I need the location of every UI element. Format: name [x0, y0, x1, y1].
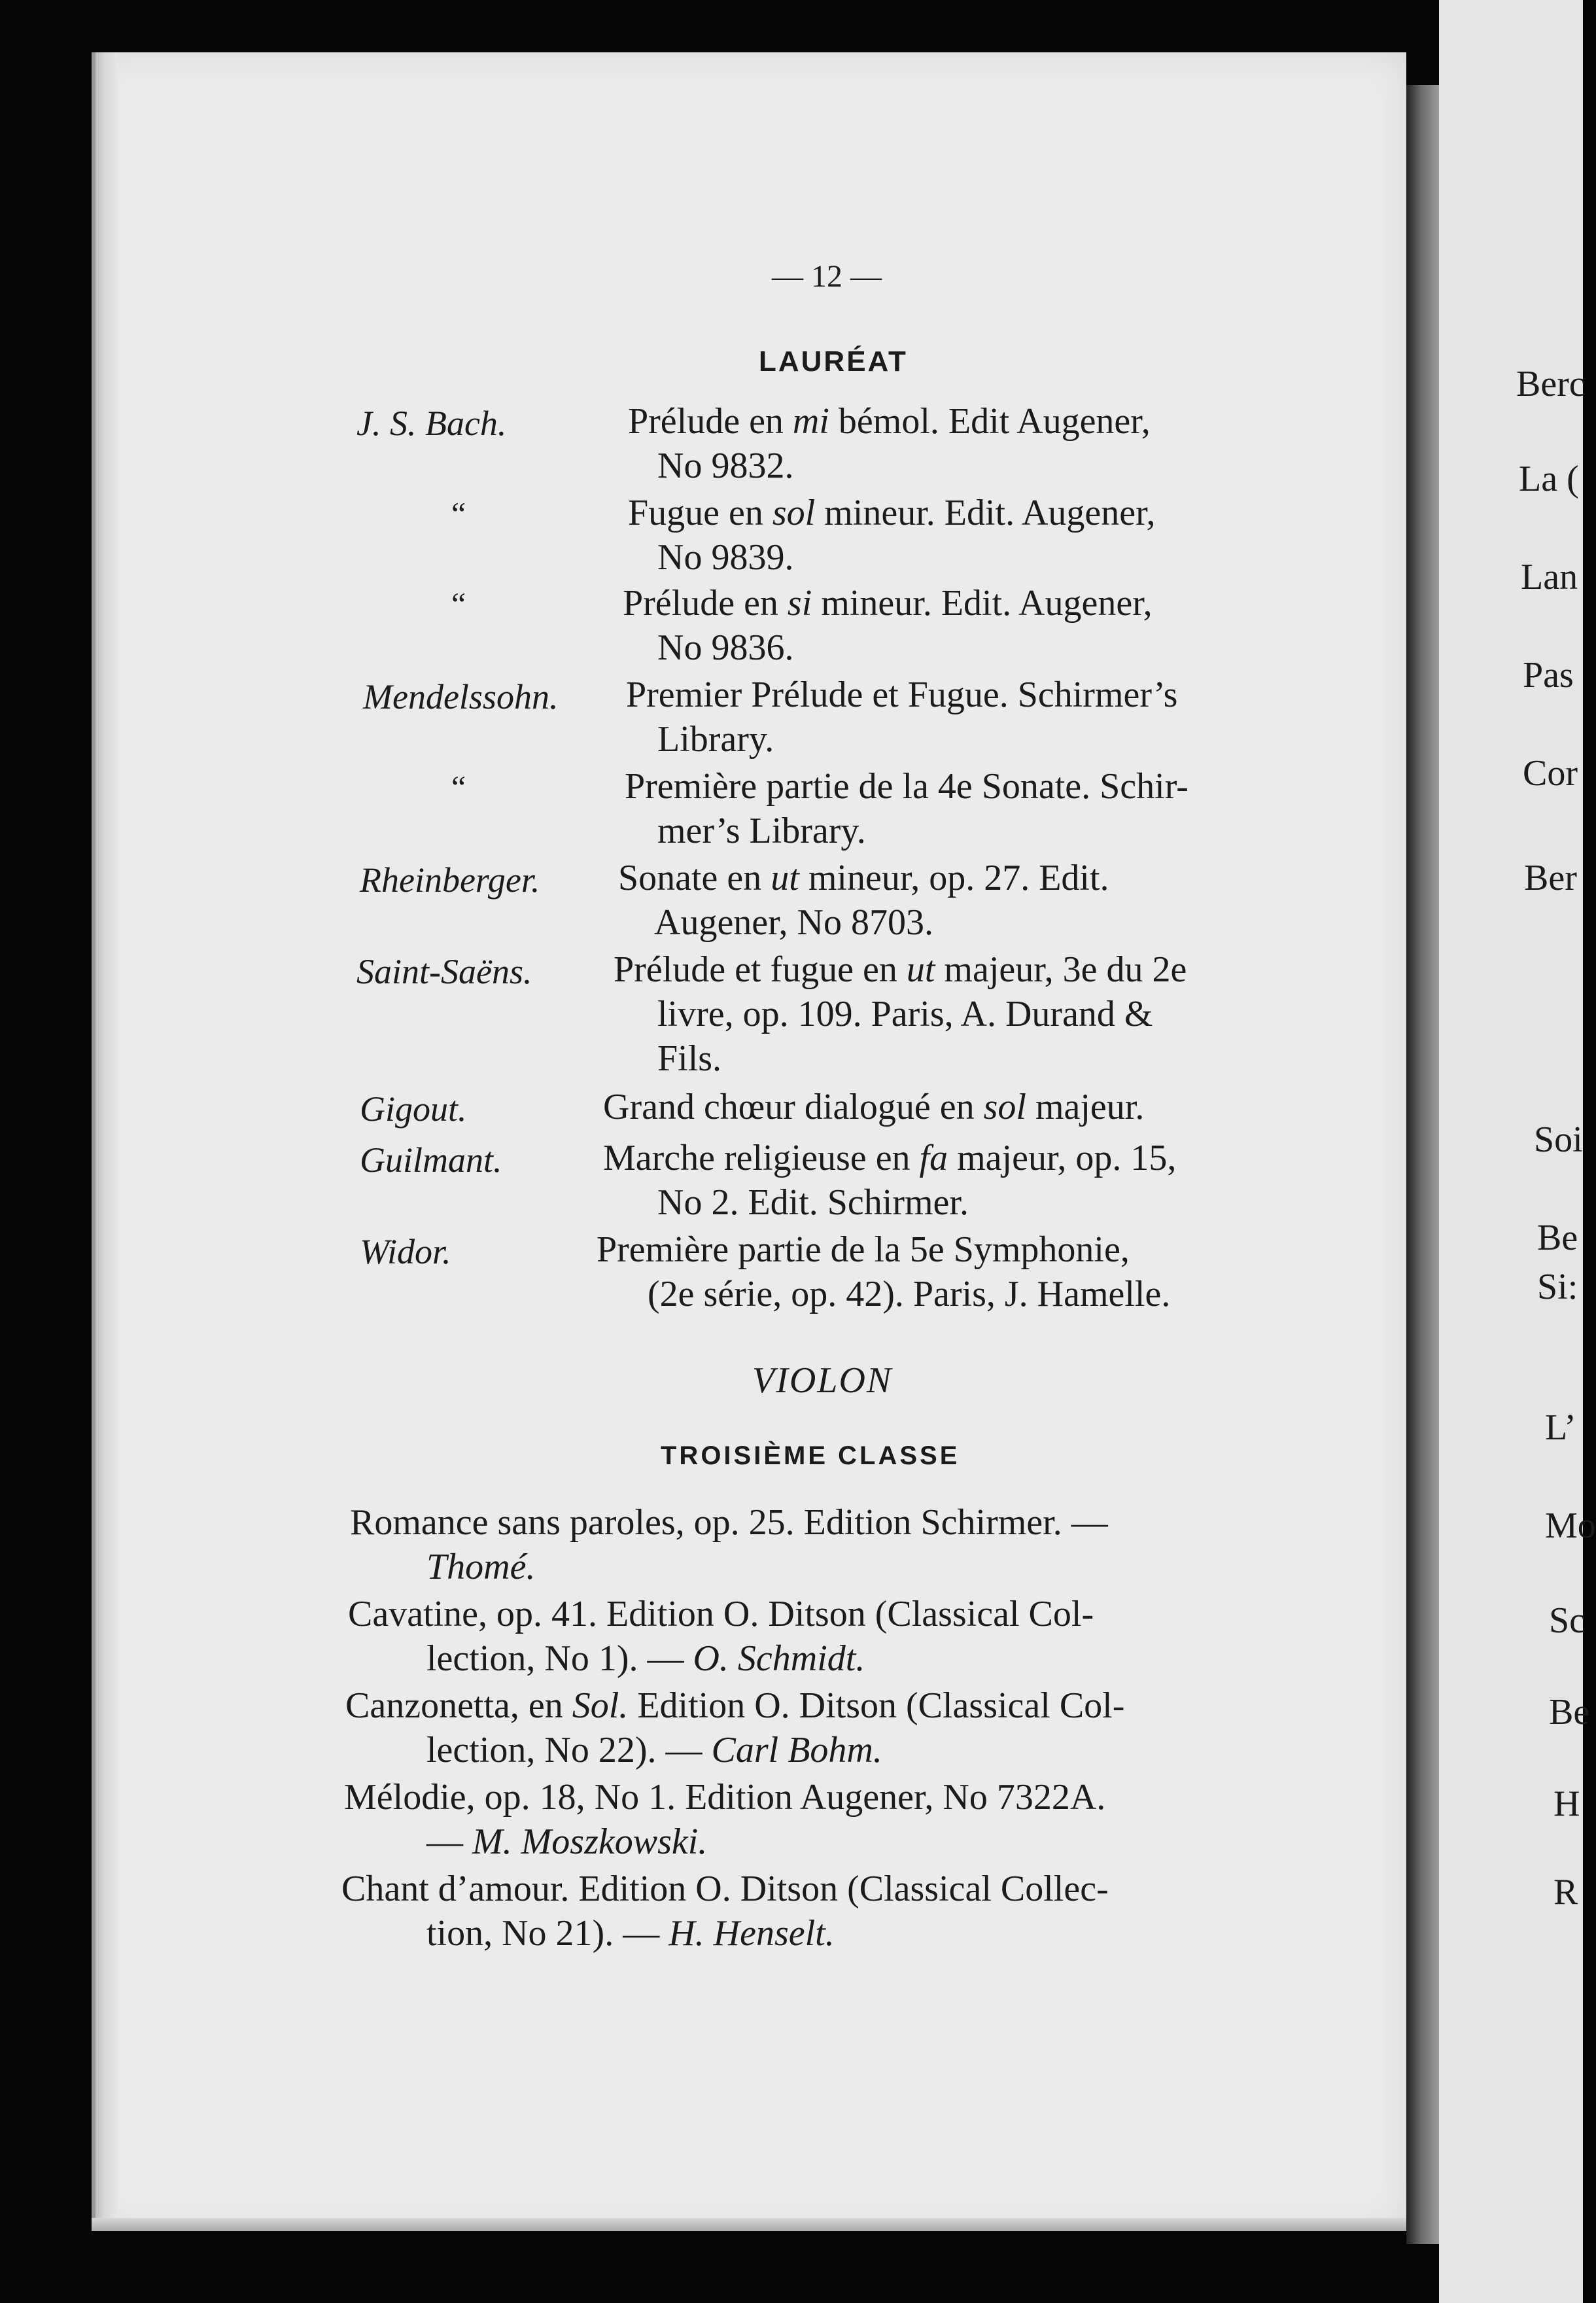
composer-name: Rheinberger. [360, 860, 540, 900]
work-line: Première partie de la 4e Sonate. Schir- [625, 766, 1188, 807]
work-line: Fugue en sol mineur. Edit. Augener, [628, 493, 1156, 533]
work-line: Prélude en mi bémol. Edit Augener, [628, 401, 1151, 442]
composer-name: Gigout. [360, 1089, 467, 1129]
violin-piece-line: Mélodie, op. 18, No 1. Edition Augener, No 7322A. [344, 1777, 1106, 1818]
work-line: No 2. Edit. Schirmer. [657, 1182, 969, 1223]
page-edge [92, 52, 118, 2231]
laureat-heading: LAURÉAT [759, 345, 908, 378]
violon-heading: VIOLON [752, 1360, 893, 1401]
work-line: No 9839. [657, 537, 794, 578]
composer-name: “ [451, 586, 466, 622]
work-line: Grand chœur dialogué en sol majeur. [603, 1087, 1145, 1127]
work-line: No 9832. [657, 446, 794, 486]
work-line: Augener, No 8703. [654, 902, 933, 943]
adjacent-page-text: Be [1549, 1692, 1590, 1732]
page-number: — 12 — [772, 259, 882, 294]
adjacent-page-text: L’ [1545, 1407, 1576, 1448]
composer-name: Saint-Saëns. [356, 952, 532, 991]
adjacent-page-text: R [1553, 1872, 1578, 1912]
adjacent-page-text: Mo [1545, 1505, 1596, 1546]
violin-piece-line: Romance sans paroles, op. 25. Edition Schirmer. — [350, 1502, 1108, 1543]
work-line: Premier Prélude et Fugue. Schirmer’s [626, 675, 1178, 715]
composer-name: Guilmant. [360, 1140, 502, 1180]
adjacent-page-text: La ( [1519, 459, 1579, 499]
adjacent-page-text: Ber [1524, 858, 1577, 898]
adjacent-page-text: Si: [1537, 1267, 1578, 1307]
composer-name: “ [451, 495, 466, 532]
adjacent-page-text: Be [1537, 1218, 1578, 1258]
adjacent-page-text: Sc [1549, 1600, 1586, 1641]
page-bottom-edge [92, 2218, 1406, 2231]
work-line: Fils. [657, 1038, 722, 1079]
adjacent-page-text: H [1553, 1784, 1580, 1824]
violin-piece-line: Canzonetta, en Sol. Edition O. Ditson (Classical Col- [345, 1685, 1125, 1726]
work-line: No 9836. [657, 627, 794, 668]
book-gutter [1406, 85, 1439, 2244]
violin-piece-line: lection, No 1). — O. Schmidt. [426, 1638, 865, 1679]
work-line: Marche religieuse en fa majeur, op. 15, [603, 1138, 1177, 1178]
violin-piece-line: tion, No 21). — H. Henselt. [426, 1913, 835, 1954]
violin-piece-line: Chant d’amour. Edition O. Ditson (Classical Collec- [341, 1869, 1109, 1909]
work-line: mer’s Library. [657, 811, 866, 851]
adjacent-page-text: Cor [1523, 753, 1578, 794]
composer-name: J. S. Bach. [356, 404, 507, 443]
work-line: Prélude et fugue en ut majeur, 3e du 2e [614, 949, 1187, 990]
adjacent-page-text: Pas [1523, 655, 1574, 695]
work-line: Sonate en ut mineur, op. 27. Edit. [618, 858, 1109, 898]
adjacent-page-text: Berc [1516, 364, 1586, 404]
work-line: Prélude en si mineur. Edit. Augener, [623, 583, 1153, 624]
violin-piece-line: Thomé. [426, 1547, 536, 1587]
work-line: livre, op. 109. Paris, A. Durand & [657, 994, 1153, 1034]
composer-name: “ [451, 769, 466, 805]
violin-piece-line: — M. Moszkowski. [426, 1821, 708, 1862]
composer-name: Mendelssohn. [363, 677, 559, 716]
violon-subheading: TROISIÈME CLASSE [661, 1441, 960, 1470]
violin-piece-line: lection, No 22). — Carl Bohm. [426, 1730, 882, 1770]
work-line: Library. [657, 719, 774, 760]
work-line: (2e série, op. 42). Paris, J. Hamelle. [648, 1274, 1171, 1314]
composer-name: Widor. [360, 1232, 451, 1271]
work-line: Première partie de la 5e Symphonie, [597, 1229, 1130, 1270]
violin-piece-line: Cavatine, op. 41. Edition O. Ditson (Classical Col- [348, 1594, 1094, 1634]
adjacent-page-text: Soi [1534, 1119, 1583, 1160]
adjacent-page-text: Lan [1521, 557, 1578, 597]
